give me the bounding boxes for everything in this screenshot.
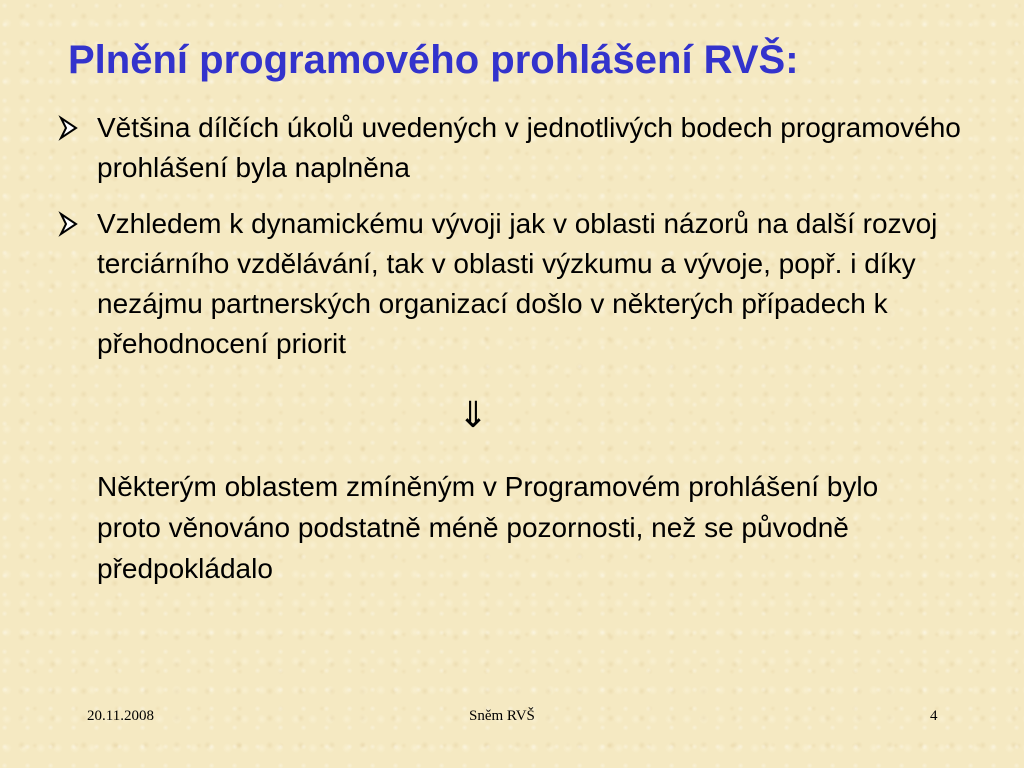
slide-title: Plnění programového prohlášení RVŠ: (68, 38, 799, 82)
conclusion-text: Některým oblastem zmíněným v Programovém prohlášení bylo proto věnováno podstatně méně pozornosti, než se původně předpokládalo (97, 471, 879, 584)
bullet-item (56, 108, 976, 188)
bullet-list (56, 108, 976, 380)
bullet-text: Většina dílčích úkolů uvedených v jednotlivých bodech programového prohlášení byla naplněna (97, 112, 961, 183)
page-number: 4 (930, 708, 938, 724)
double-down-arrow-icon: ⇓ (458, 395, 489, 436)
arrowhead-bullet-icon (56, 108, 84, 148)
arrowhead-bullet-icon (56, 204, 84, 244)
footer-center-text: Sněm RVŠ (469, 708, 535, 724)
bullet-text: Vzhledem k dynamickému vývoji jak v oblasti názorů na další rozvoj terciárního vzdělávání, tak v oblasti výzkumu a vývoje, popř. i díky nezájmu partnerských organizací došlo v některých případech k přehodnocení priorit (97, 208, 938, 359)
bullet-item (56, 204, 976, 364)
footer-date: 20.11.2008 (87, 708, 154, 724)
